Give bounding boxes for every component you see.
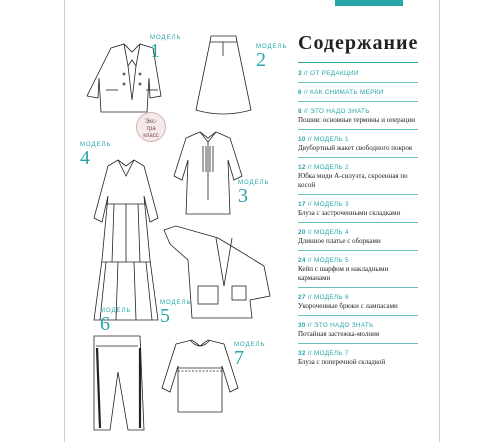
toc-entry[interactable] [298, 228, 418, 246]
toc-page-number: 17 [298, 201, 306, 208]
model-7-tag [234, 342, 265, 368]
toc-section-label: // МОДЕЛЬ 5 [307, 257, 349, 264]
toc-page-number: 24 [298, 257, 306, 264]
dress-sketch [94, 160, 158, 320]
toc-entry-heading [298, 228, 418, 237]
toc-page-number: 10 [298, 136, 306, 143]
toc-entry-heading [298, 200, 418, 209]
model-2-number: 2 [256, 49, 266, 71]
toc-entry[interactable] [298, 163, 418, 190]
toc-page-number: 8 [298, 108, 302, 115]
toc-section-label: // МОДЕЛЬ 2 [307, 164, 349, 171]
toc-separator [298, 157, 418, 158]
toc-separator [298, 287, 418, 288]
toc-title-rule [298, 62, 418, 63]
toc-entry-heading [298, 321, 418, 330]
model-4-tag [80, 142, 111, 168]
model-5-word: МОДЕЛЬ [160, 300, 192, 306]
toc-separator [298, 222, 418, 223]
toc-entry-description: Юбка миди А-силуэта, скроенная по косой [298, 172, 408, 189]
toc-entry[interactable] [298, 135, 418, 153]
model-3-tag [238, 180, 269, 206]
toc-entry[interactable] [298, 349, 418, 367]
model-3-number: 3 [238, 185, 248, 207]
toc-page-number: 3 [298, 70, 302, 77]
model-1-number: 1 [150, 40, 160, 62]
model-1-tag [150, 35, 181, 61]
toc-page-number: 20 [298, 229, 306, 236]
toc-section-label: // МОДЕЛЬ 6 [307, 294, 349, 301]
toc-list [298, 69, 418, 367]
toc-separator [298, 343, 418, 344]
toc-entry-description: Укороченные брюки с лампасами [298, 302, 398, 310]
badge-line-2: тра [146, 126, 156, 132]
toc-section-label: // КАК СНИМАТЬ МЕРКИ [303, 89, 384, 96]
trousers-sketch [94, 336, 144, 430]
toc-page-number: 12 [298, 164, 306, 171]
toc-entry[interactable] [298, 293, 418, 311]
extra-class-badge [136, 112, 166, 142]
badge-line-1: Экс- [144, 119, 157, 125]
toc-title: Содержание [298, 32, 419, 54]
model-4-number: 4 [80, 147, 90, 169]
toc-entry-description: Двубортный жакет свободного покроя [298, 144, 413, 152]
model-7-number: 7 [234, 347, 244, 369]
toc-entry-heading [298, 256, 418, 265]
blouse-pintuck-sketch [174, 132, 242, 214]
toc-entry[interactable] [298, 69, 418, 78]
toc-entry[interactable] [298, 200, 418, 218]
toc-section-label: // МОДЕЛЬ 7 [307, 350, 349, 357]
toc-entry-description: Пошив: основные термины и операции [298, 116, 415, 124]
toc-page-number: 6 [298, 89, 302, 96]
toc-entry-description: Блуза с поперечной складкой [298, 358, 386, 366]
top-accent-bar [335, 0, 403, 6]
toc-section-label: // ОТ РЕДАКЦИИ [303, 70, 359, 77]
skirt-sketch [196, 36, 251, 114]
toc-section-label: // ЭТО НАДО ЗНАТЬ [303, 108, 370, 115]
illustrations-panel [66, 0, 290, 442]
model-6-word: МОДЕЛЬ [100, 308, 132, 314]
model-1-word: МОДЕЛЬ [150, 35, 182, 41]
model-5-tag [160, 300, 191, 326]
toc-section-label: // МОДЕЛЬ 1 [307, 136, 349, 143]
toc-section-label: // МОДЕЛЬ 4 [307, 229, 349, 236]
model-5-number: 5 [160, 305, 170, 327]
toc-entry-description: Потайная застежка-молния [298, 330, 380, 338]
toc-entry-heading [298, 135, 418, 144]
toc-entry-heading [298, 163, 418, 172]
page-edge-right [439, 0, 440, 442]
toc-entry[interactable] [298, 88, 418, 97]
toc-separator [298, 129, 418, 130]
toc-entry[interactable] [298, 107, 418, 125]
toc-page-number: 32 [298, 350, 306, 357]
toc-entry-heading [298, 349, 418, 358]
toc-entry-heading [298, 107, 418, 116]
toc-entry-heading [298, 69, 418, 78]
toc-entry-description: Кейп с шарфом и накладными карманами [298, 265, 389, 282]
toc-page-number: 30 [298, 322, 306, 329]
toc-section-label: // ЭТО НАДО ЗНАТЬ [307, 322, 374, 329]
toc-entry[interactable] [298, 321, 418, 339]
toc-separator [298, 250, 418, 251]
model-2-tag [256, 44, 287, 70]
toc-separator [298, 101, 418, 102]
toc-entry-description: Блуза с застроченными складками [298, 209, 401, 217]
toc-entry-description: Длинное платье с оборками [298, 237, 381, 245]
model-2-word: МОДЕЛЬ [256, 44, 288, 50]
table-of-contents [298, 32, 418, 367]
model-6-number: 6 [100, 313, 110, 335]
model-4-word: МОДЕЛЬ [80, 142, 112, 148]
blouse-fold-sketch [162, 340, 238, 412]
model-7-word: МОДЕЛЬ [234, 342, 266, 348]
page-edge-left [64, 0, 65, 442]
toc-section-label: // МОДЕЛЬ 3 [307, 201, 349, 208]
toc-entry-heading [298, 88, 418, 97]
toc-entry[interactable] [298, 256, 418, 283]
toc-page-number: 27 [298, 294, 306, 301]
toc-separator [298, 82, 418, 83]
model-3-word: МОДЕЛЬ [238, 180, 270, 186]
model-6-tag [100, 308, 131, 334]
toc-separator [298, 194, 418, 195]
badge-line-3: класс [143, 133, 159, 139]
toc-separator [298, 315, 418, 316]
toc-entry-heading [298, 293, 418, 302]
